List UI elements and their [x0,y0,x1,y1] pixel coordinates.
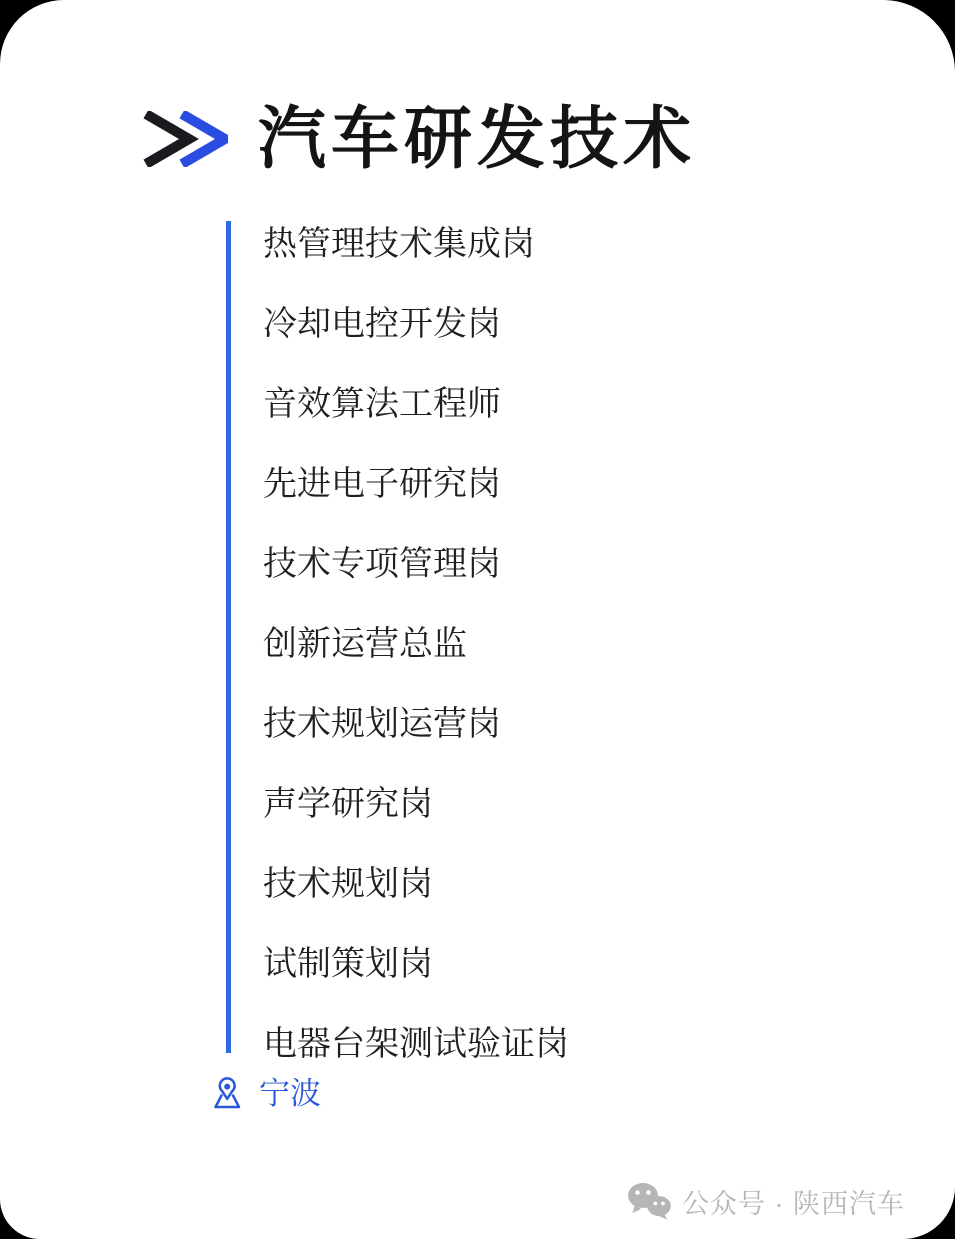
job-item: 热管理技术集成岗 [263,224,535,263]
location-label: 宁波 [259,1075,321,1111]
job-items-container [226,200,786,1080]
wechat-icon [626,1182,672,1220]
job-item: 先进电子研究岗 [263,464,501,503]
job-item: 音效算法工程师 [263,384,501,423]
header [143,101,697,177]
job-item: 声学研究岗 [263,784,433,823]
location-pin-icon [211,1076,243,1110]
watermark-label: 公众号 · 陕西汽车 [682,1188,905,1219]
double-chevron-right-icon [143,111,228,167]
job-item: 电器台架测试验证岗 [263,1024,569,1063]
job-list [226,200,786,1080]
job-item: 试制策划岗 [263,944,433,983]
page-title: 汽车研发技术 [258,101,697,177]
job-item: 冷却电控开发岗 [263,304,501,343]
accent-line [226,221,231,1053]
watermark [626,1181,905,1221]
job-item: 创新运营总监 [263,624,467,663]
job-item: 技术规划运营岗 [263,704,501,743]
job-item: 技术专项管理岗 [263,544,501,583]
location-row [211,1072,321,1114]
job-item: 技术规划岗 [263,864,433,903]
